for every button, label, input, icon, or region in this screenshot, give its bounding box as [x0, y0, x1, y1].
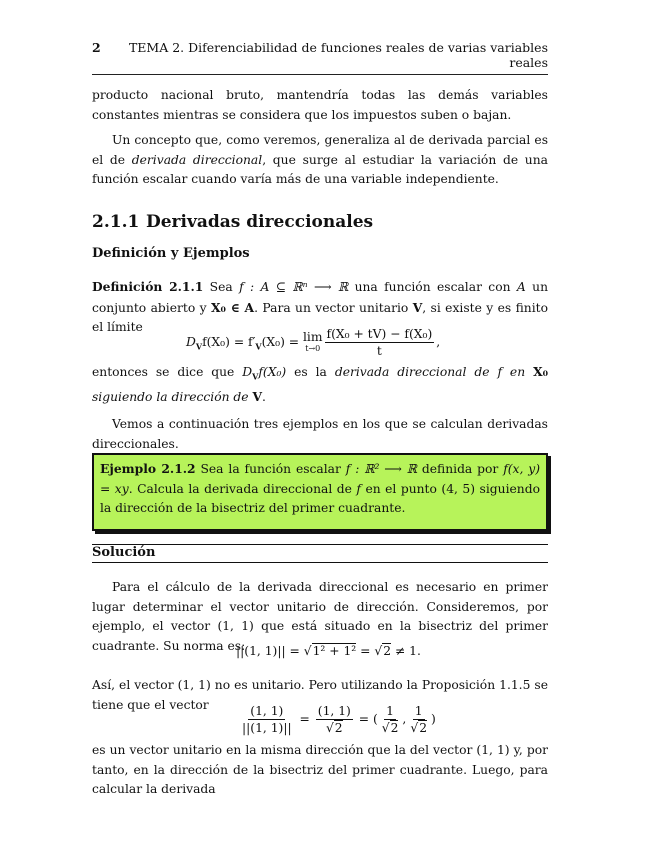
math: f : ℝ² ⟶ ℝ [345, 462, 417, 476]
text: y, por tanto, en la dirección de la bisectriz del primer cuadrante. Luego, para calcular la derivada [92, 743, 548, 796]
text: Para el cálculo de la derivada direccional es necesario en primer lugar determinar el vector unitario de dirección. Consideremos, por ejemplo, el vector [92, 580, 548, 633]
section-title: Derivadas direccionales [146, 212, 374, 232]
math: (X₀) = [261, 335, 303, 349]
math: ||(1, 1)|| = [236, 644, 304, 658]
fraction [325, 326, 435, 359]
emphasis: derivada direccional de f en [334, 365, 534, 379]
radicand: 2 [334, 721, 343, 735]
text: . Calcula la derivada direccional de [128, 481, 357, 496]
math: A [516, 280, 526, 294]
denominator: √2 [325, 721, 343, 735]
intro-paragraph-2 [92, 131, 548, 190]
emphasis: siguiendo la dirección de [92, 389, 253, 404]
fraction [408, 703, 429, 736]
math: ) [431, 712, 436, 726]
radicand: 2 [419, 721, 428, 735]
text: no es unitario. Pero utilizando la Proposición 1.1.5 se tiene que el vector [92, 678, 549, 712]
definition-conclusion [92, 362, 548, 407]
section-heading [92, 212, 373, 232]
definition-label: Definición 2.1.1 [92, 279, 204, 294]
text: es un vector unitario en la misma dirección que la del vector [92, 743, 477, 757]
text: , si existe y es finito el límite [92, 300, 548, 334]
math: X₀ ∈ A [210, 299, 255, 315]
emphasis: derivada direccional [131, 152, 263, 167]
denominator: t [376, 344, 382, 358]
math: (1, 1) [217, 619, 254, 633]
radicand: 1² + 1² [312, 644, 357, 658]
math: V [252, 371, 259, 382]
fraction [316, 703, 353, 736]
page-number: 2 [92, 40, 101, 55]
text: Así, el vector [92, 678, 178, 692]
math: V [255, 341, 262, 352]
text: es la [286, 365, 335, 379]
denominator: ||(1, 1)|| [242, 721, 292, 735]
numerator: f(X₀ + tV) − f(X₀) [326, 327, 433, 341]
text: en el punto [360, 481, 442, 496]
math: t→0 [305, 343, 321, 353]
text: . [262, 389, 266, 404]
math: D [186, 335, 196, 349]
running-header [92, 40, 548, 75]
math: = [295, 712, 314, 726]
text: definida por [416, 462, 504, 476]
text: , que surge al estudiar la variación de una función escalar cuando varía más de una variable independiente. [92, 152, 548, 186]
math: (1, 1) [177, 678, 211, 692]
math: V [412, 299, 423, 315]
numerator: 1 [386, 704, 394, 718]
solution-heading: Solución [92, 545, 548, 563]
math: , [402, 712, 407, 726]
math: (1, 1) [476, 743, 510, 757]
math: f(X₀) = f′ [202, 335, 256, 349]
denominator: √2 [410, 721, 428, 735]
math: f [356, 481, 361, 496]
lead-in-paragraph: Vemos a continuación tres ejemplos en los que se calculan derivadas direccionales. [92, 417, 548, 451]
fraction [240, 703, 294, 736]
math: = [356, 644, 375, 658]
fraction [380, 703, 401, 736]
math: D [242, 365, 253, 379]
text: entonces se dice que [92, 365, 243, 379]
example-text [94, 455, 546, 523]
math: f(X₀) [258, 365, 287, 379]
math: ≠ 1. [391, 644, 421, 658]
math: V [195, 341, 203, 352]
math: , [436, 335, 441, 349]
radicand: 2 [390, 721, 399, 735]
math: V [252, 388, 263, 404]
denominator: √2 [381, 721, 399, 735]
text: una función escalar con [348, 280, 517, 294]
running-title: TEMA 2. Diferenciabilidad de funciones reales de varias variables reales [128, 40, 548, 70]
math: (4, 5) [441, 481, 476, 496]
math: f : A ⊆ ℝⁿ ⟶ ℝ [239, 280, 349, 294]
text: Sea [203, 280, 240, 294]
example-label: Ejemplo 2.1.2 [100, 461, 196, 476]
unit-vector-equation [238, 703, 436, 736]
solution-paragraph-3 [92, 741, 548, 800]
section-number: 2.1.1 [92, 212, 140, 232]
numerator: (1, 1) [317, 704, 351, 718]
numerator: (1, 1) [250, 704, 284, 718]
definition-equation [186, 326, 440, 359]
subsection-heading: Definición y Ejemplos [92, 246, 250, 261]
limit-operator [303, 331, 323, 355]
numerator: 1 [414, 704, 423, 718]
math: X₀ [533, 364, 548, 379]
math: f(x, y) = xy [100, 462, 541, 496]
norm-equation: ||(1, 1)|| = √1² + 1² = √2 ≠ 1. [236, 644, 421, 658]
text: . Para un vector unitario [254, 300, 413, 315]
text: que está situado en la bisectriz del primer cuadrante. Su norma es: [92, 619, 549, 653]
text: un conjunto abierto y [92, 280, 548, 315]
math: lim [303, 329, 323, 344]
math: = ( [354, 712, 378, 726]
radicand: 2 [383, 644, 392, 658]
text: Un concepto que, como veremos, generaliza al de derivada parcial es el de [92, 133, 548, 167]
text: Sea la función escalar [195, 462, 346, 476]
intro-paragraph-1: producto nacional bruto, mantendría todas las demás variables constantes mientras se considera que los impuestos suben o bajan. [92, 88, 548, 122]
text: siguiendo la dirección de la bisectriz del primer cuadrante. [100, 481, 540, 515]
example-box [92, 453, 548, 531]
